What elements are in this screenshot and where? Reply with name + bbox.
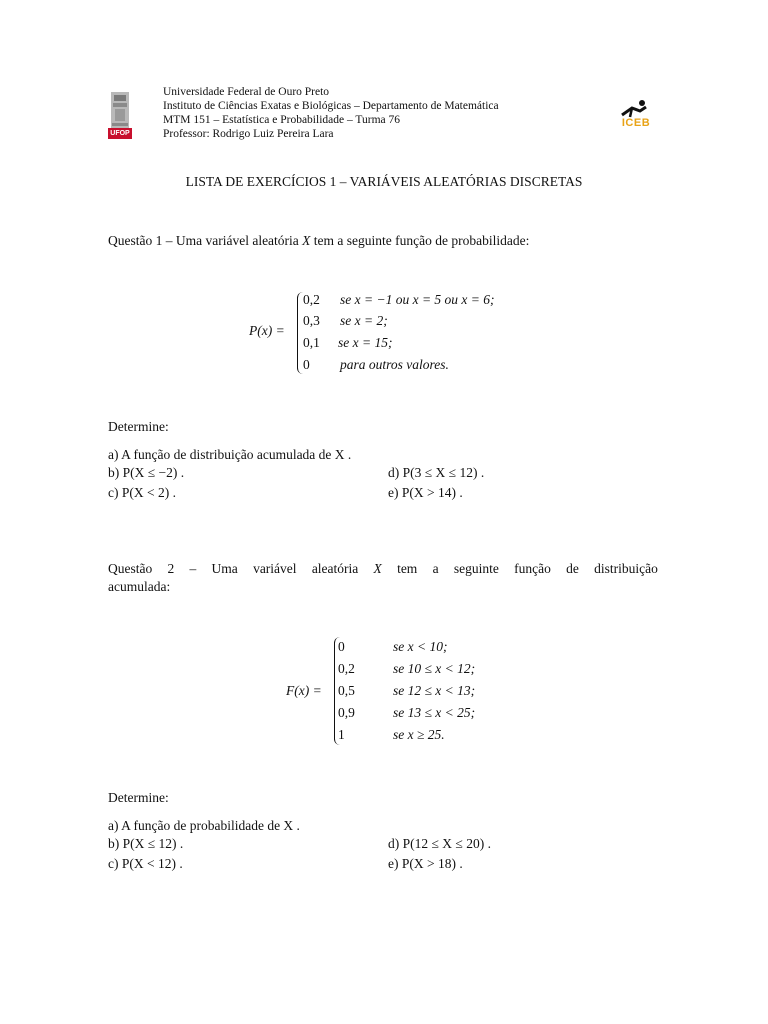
q2-intro-word-4: Uma (211, 561, 238, 576)
q2-intro-word-6: aleatória (311, 561, 359, 576)
q1-intro-post: tem a seguinte função de probabilidade: (310, 233, 530, 248)
q1-case-1-value: 0,2 (303, 292, 320, 307)
q2-case-5-value: 1 (338, 727, 345, 742)
q2-intro-word-12: distribuição (594, 561, 658, 576)
q2-var: X (373, 561, 382, 576)
q2-intro-word-9: seguinte (453, 561, 499, 576)
q1-lhs: P(x) = (249, 323, 285, 338)
page-title: LISTA DE EXERCÍCIOS 1 – VARIÁVEIS ALEATÓRIAS DISCRETAS (185, 174, 583, 189)
q1-item-a: a) A função de distribuição acumulada de X . (108, 447, 352, 462)
header-professor: Professor: Rodrigo Luiz Pereira Lara (163, 128, 334, 140)
q1-item-b: b) P(X ≤ −2) . (108, 465, 185, 480)
q1-determine: Determine: (108, 419, 169, 434)
q2-intro-word-8: a (432, 561, 439, 576)
q2-intro-line2: acumulada: (108, 579, 171, 594)
q2-intro-word-10: função (514, 561, 551, 576)
header-university: Universidade Federal de Ouro Preto (163, 86, 330, 98)
q2-intro-word-2: 2 (167, 561, 175, 576)
q2-case-3-cond: se 12 ≤ x < 13; (393, 683, 476, 698)
q2-case-5-cond: se x ≥ 25. (393, 727, 445, 742)
q1-case-3-value: 0,1 (303, 335, 320, 350)
q2-item-d: d) P(12 ≤ X ≤ 20) . (388, 836, 491, 851)
q2-case-3-value: 0,5 (338, 683, 355, 698)
q2-case-2-cond: se 10 ≤ x < 12; (393, 661, 476, 676)
iceb-logo (618, 99, 654, 131)
q2-item-a: a) A função de probabilidade de X . (108, 818, 300, 833)
q2-case-4-value: 0,9 (338, 705, 355, 720)
q2-intro-word-11: de (566, 561, 579, 576)
q2-case-2-value: 0,2 (338, 661, 355, 676)
q1-item-d: d) P(3 ≤ X ≤ 12) . (388, 465, 485, 480)
q1-case-1-cond: se x = −1 ou x = 5 ou x = 6; (340, 292, 495, 307)
q1-case-3-cond: se x = 15; (338, 335, 393, 350)
q1-intro-pre: Questão 1 – Uma variável aleatória (108, 233, 303, 248)
q2-case-4-cond: se 13 ≤ x < 25; (393, 705, 476, 720)
q2-case-1-value: 0 (338, 639, 345, 654)
q2-lhs: F(x) = (286, 683, 322, 698)
q2-intro-line1 (108, 561, 658, 577)
q1-item-e: e) P(X > 14) . (388, 485, 463, 500)
q2-item-c: c) P(X < 12) . (108, 856, 183, 871)
q1-case-4-cond: para outros valores. (340, 357, 449, 372)
q2-case-1-cond: se x < 10; (393, 639, 448, 654)
q2-intro-word-3: – (189, 561, 197, 576)
header-course: MTM 151 – Estatística e Probabilidade – Turma 76 (163, 114, 401, 126)
ufop-logo (108, 90, 132, 140)
q2-intro-word-7: tem (397, 561, 418, 576)
q1-case-2-value: 0,3 (303, 313, 320, 328)
iceb-logo-text: ICEB (621, 117, 651, 129)
header-institute: Instituto de Ciências Exatas e Biológicas – Departamento de Matemática (163, 100, 499, 112)
ufop-logo-text: UFOP (110, 130, 130, 137)
q1-intro (108, 233, 529, 249)
q2-intro-word-1: Questão (108, 561, 153, 576)
q2-item-e: e) P(X > 18) . (388, 856, 463, 871)
q2-determine: Determine: (108, 790, 169, 805)
q1-item-c: c) P(X < 2) . (108, 485, 176, 500)
q1-case-4-value: 0 (303, 357, 310, 372)
q2-item-b: b) P(X ≤ 12) . (108, 836, 184, 851)
q1-var: X (302, 233, 311, 248)
q2-intro-word-5: variável (253, 561, 297, 576)
q1-case-2-cond: se x = 2; (340, 313, 388, 328)
